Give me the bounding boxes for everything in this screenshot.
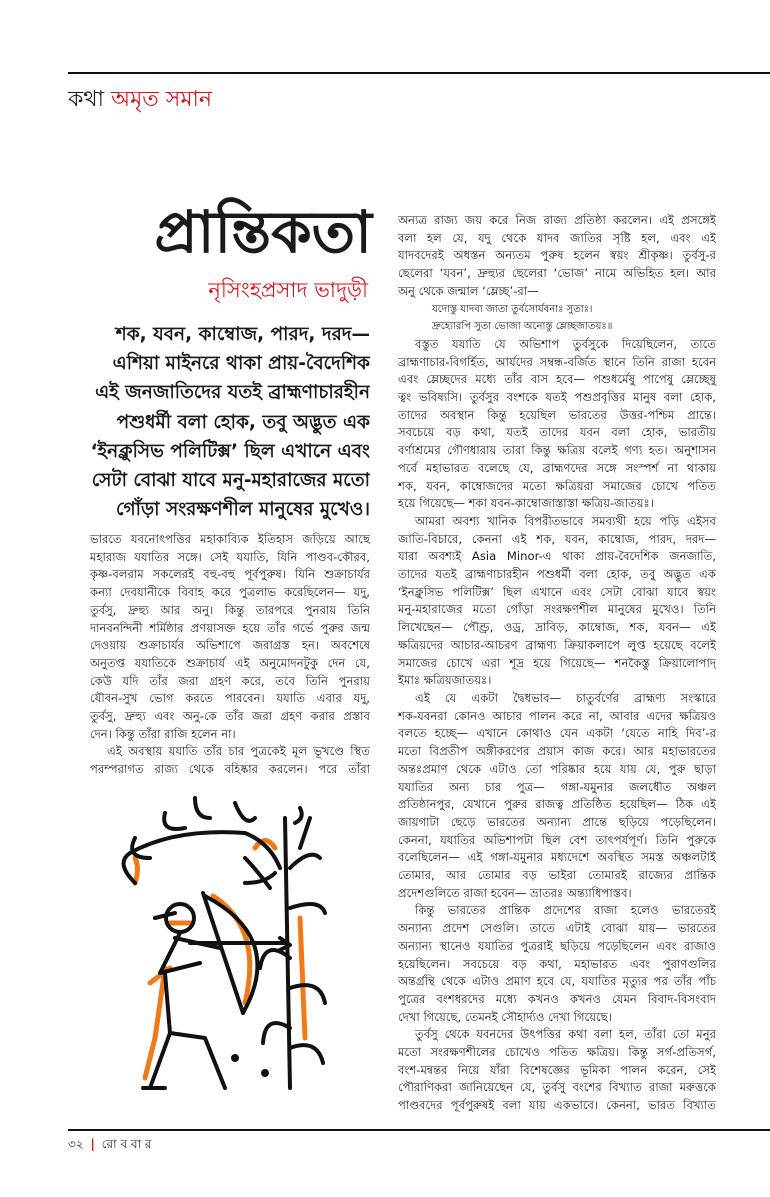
text-line: ত্বং ভবিষ্যসি। তুর্বসুর বংশকে যতই পশুপ্রবৃত্তির মানুষ বলা হোক, <box>398 390 716 405</box>
text-line: লিখেছেন— পৌণ্ড্র, ওড্র, দ্রাবিড়, কাম্বোজ, শক, যবন— এই <box>398 620 716 635</box>
text-line: যাদবদেরই অধস্তন অন্যতম পুরুষ হলেন স্বয়ং শ্রীকৃষ্ণ। তুর্বসু-র <box>398 248 716 263</box>
paragraph <box>398 690 716 902</box>
text-line: দেখা গিয়েছে, তেমনই সৌহার্দ্যও দেখা গিয়েছে। <box>398 1009 612 1024</box>
text-line: দানবনন্দিনী শর্মিষ্ঠার প্রণয়াসক্ত হয়ে তাঁর গর্ভে পুরুর জন্ম <box>90 620 370 635</box>
text-line: জাতি-বিচারে, কেননা এই শক, যবন, কাম্বোজ, পারদ, দরদ— <box>398 531 716 546</box>
deck-line: ‘ইনক্লুসিভ পলিটিক্স’ ছিল এখানে এবং <box>90 440 370 462</box>
footer-separator: | <box>90 1137 95 1151</box>
text-line: জায়গাটা ছেড়ে ভারতের অন্যান্য প্রান্তে ছড়িয়ে পড়েছিলেন। <box>398 814 716 829</box>
text-line: বলা হল যে, যদু থেকে যাদব জাতির সৃষ্টি হল, এবং এই <box>398 230 716 245</box>
text-line: ব্রাহ্মণাচার-বিগর্হিত, আর্যদের সম্বন্ধ-বর্জিত স্থানে তিনি রাজা হবেন <box>398 354 716 369</box>
text-line: তাদের অবস্থান কিন্তু হয়েছিল ভারতের উত্তর-পশ্চিম প্রান্তে। <box>398 407 716 422</box>
text-line: তুর্বসু থেকে যবনদের উৎপত্তির কথা বলা হল, তাঁরা তো মনুর <box>415 1027 716 1042</box>
paragraph <box>398 1026 716 1115</box>
text-line: মতো বিপ্রতীপ অঙ্গীকরণের প্রয়াস কাজ করে। আর মহাভারতের <box>398 744 716 759</box>
bottom-rule <box>68 1129 770 1131</box>
text-line: অন্যত্র রাজ্য জয় করে নিজ রাজ্য প্রতিষ্ঠা করলেন। এই প্রসঙ্গেই <box>398 213 716 227</box>
text-line: সমাজের চোখে এরা শূদ্র হয়ে গিয়েছে— শনকৈস্তু ক্রিয়ালোপাদ্ <box>398 655 716 670</box>
text-line: পরম্পরাগত রাজ্য থেকে বহিষ্কার করলেন। পরে তাঁরা <box>90 762 370 777</box>
magazine-name: রো ব বা র <box>101 1137 152 1151</box>
text-line: তাদের যতই ব্রাহ্মণাচারহীন পশুধর্মী বলা হোক, তবু অদ্ভুত এক <box>398 567 716 582</box>
text-line: অন্তঃপ্রমাণ থেকে এটাও তো পরিষ্কার হয়ে যায় যে, পুরু ছাড়া <box>398 761 716 776</box>
text-line: ছেলেরা ‘যবন’, দ্রুহ্যুর ছেলেরা ‘ভোজ’ নামে অভিহিত হল। আর <box>398 266 716 281</box>
text-line: মহারাজ যযাতির সঙ্গে। সেই যযাতি, যিনি পাণ্ডব-কৌরব, <box>90 549 370 564</box>
paragraph <box>398 212 716 301</box>
text-line: মতো সংরক্ষণশীলের চোখেও পতিত ক্ষত্রিয়। কিন্তু সর্গ-প্রতিসর্গ, <box>398 1045 716 1060</box>
page-footer <box>68 1136 152 1156</box>
text-line: যযাতির অন্য চার পুত্র— গঙ্গা-যমুনার জলধৌত অঞ্চল <box>398 779 716 794</box>
text-line: এই যে একটা দ্বৈধভাব— চাতুর্বর্ণের ব্রাহ্মণ্য সংস্কারে <box>415 690 716 705</box>
text-line: সবচেয়ে বড় কথা, যতই তাদের যবন বলা হোক, ভারতীয় <box>398 425 716 440</box>
text-line: কেউ যদি তাঁর জরা গ্রহণ করে, তবে তিনি পুনরায় <box>90 673 370 688</box>
text-line: পৌরাণিকরা জানিয়েছেন যে, তুর্বসু বংশের বিখ্যাত রাজা মরুত্তকে <box>398 1080 716 1095</box>
text-line: অন্যান্য প্রদেশ সেগুলি। তাতে এটাই বোঝা যায়— ভারতের <box>398 921 716 936</box>
text-line: বস্তুত যযাতি যে অভিশাপ তুর্বসুকে দিয়েছিলেন, তাতে <box>415 336 716 351</box>
page-number: ৩২ <box>68 1137 84 1151</box>
text-line: অনু থেকে জন্মাল ‘ম্লেচ্ছ’-রা— <box>398 283 539 298</box>
text-line: তোমার, আর তোমার বড় ভাইরা তোমারই রাজ্যের প্রান্তিক <box>398 868 716 883</box>
deck-line: শক, যবন, কাম্বোজ, পারদ, দরদ— <box>115 324 370 345</box>
text-line: পাণ্ডবদের পূর্বপুরুষই বলা যায় একভাবে। কেননা, ভারত বিখ্যাত <box>398 1098 716 1113</box>
text-line: আমরা অবশ্য খানিক বিপরীতভাবে সমব্যথী হয়ে পড়ি এইসব <box>415 513 716 528</box>
body-column-right <box>398 212 716 1115</box>
text-line: ক্ষত্রিয়দের আচার-আচরণ ব্রাহ্মণ্য ক্রিয়াকলাপে লুপ্ত হয়েছে বলেই <box>398 637 716 652</box>
deck-line: এশিয়া মাইনরে থাকা প্রায়-বৈদেশিক <box>112 353 370 375</box>
text-line: দেওয়ায় শুক্রাচার্যর অভিশাপে জরাগ্রস্ত হন। অবশেষে <box>90 638 370 653</box>
text-line: ইমাঃ ক্ষত্রিয়জাতয়ঃ। <box>398 673 492 688</box>
text-line: বর্ণাশ্রমের গৌণধারায় তারা কিন্তু ক্ষত্রিয় বলেই গণ্য হত। অনুশাসন <box>398 443 716 458</box>
text-line: অন্তর্গ্রন্থি থেকে এটাও প্রমাণ হবে যে, যযাতির মৃত্যুর পর তাঁর পাঁচ <box>398 974 716 989</box>
text-line: হয়েছিলেন। সবচেয়ে বড় কথা, মহাভারত এবং পুরাণগুলির <box>398 956 716 971</box>
paragraph <box>398 513 716 690</box>
text-line: মনু-মহারাজের মতো গোঁড়া সংরক্ষণশীল মানুষের মুখেও। তিনি <box>398 602 716 617</box>
text-line: কৃষ্ণ-বলরাম সকলেরই বহু-বহু পূর্বপুরুষ। যিনি শুক্রাচার্যর <box>90 567 370 582</box>
paragraph <box>398 902 716 1026</box>
verse-block <box>398 301 716 336</box>
section-heading-word1: কথা <box>68 87 105 112</box>
deck-line: সেটা বোঝা যাবে মনু-মহারাজের মতো <box>91 470 370 492</box>
body-column-left <box>90 531 370 779</box>
text-line: যারা অবশ্যই Asia Minor-এ থাকা প্রায়-বৈদেশিক জনজাতি, <box>398 549 716 564</box>
text-line: বংশ-মন্বন্তর নিয়ে যাঁরা বিশেষজ্ঞের ভূমিকা পালন করেন, সেই <box>398 1062 716 1077</box>
text-line: তুর্বসু, দ্রুহ্যু এবং অনু-কে তাঁর জরা গ্রহণ করার প্রস্তাব <box>90 709 370 724</box>
text-line: দ্রুহ্যোরপি সুতা ভোজা অনোস্তু ম্লেচ্ছজাতয়ঃ॥ <box>432 321 613 333</box>
text-line: শক, যবন, কাম্বোজদের মতো ক্ষত্রিয়রা সমাজের চোখে পতিত <box>398 478 716 493</box>
text-line: পর্বে মহাভারত বলেছে যে, ব্রাহ্মণদের সঙ্গে সংস্পর্শ না থাকায় <box>398 460 716 475</box>
text-line: প্রতিষ্ঠানপুর, যেখানে পুরুর রাজত্ব প্রতিষ্ঠিত হয়েছিল— ঠিক এই <box>398 797 716 812</box>
section-heading-word2: অমৃত সমান <box>111 87 213 112</box>
archer-illustration <box>95 788 350 1093</box>
text-line: যদোস্তু যাদবা জাতা তুর্বসোর্যবনাঃ সুতাঃ। <box>432 303 593 315</box>
text-line: কেননা, যযাতির অভিশাপটা ছিল বেশ তাৎপর্যপূর্ণ। তিনি পুরুকে <box>398 832 716 847</box>
text-line: শক-যবনরা কোনও আচার পালন করে না, আবার এদের ক্ষত্রিয়ও <box>398 708 716 723</box>
text-line: ‘ইনক্লুসিভ পলিটিক্স’ ছিল এখানে এবং সেটা বোঝা যাবে স্বয়ং <box>398 584 716 599</box>
deck-line: এই জনজাতিদের যতই ব্রাহ্মণাচারহীন <box>95 382 370 404</box>
text-line: এই অবস্থায় যযাতি তাঁর চার পুত্রকেই মূল ভূখণ্ডে স্থিত <box>107 744 370 759</box>
text-line: এবং ম্লেচ্ছদের মধ্যে তাঁর বাস হবে— পশুধর্মেষু পাপেষু ম্লেচ্ছেষু <box>398 372 716 387</box>
text-line: দেন। কিন্তু তাঁরা রাজি হলেন না। <box>90 726 236 741</box>
text-line: অনুতপ্ত যযাতিকে শুক্রাচার্য এই অনুমোদনটুকু দেন যে, <box>90 655 370 670</box>
article-author: নৃসিংহপ্রসাদ ভাদুড়ী <box>208 278 368 302</box>
text-line: ভারতে যবনোৎপত্তির মহাকাব্যিক ইতিহাস জড়িয়ে আছে <box>90 532 370 546</box>
section-heading <box>68 82 212 119</box>
deck-line: পশুধর্মী বলা হোক, তবু অদ্ভুত এক <box>116 411 370 433</box>
text-line: যৌবন-সুখ ভোগ করতে পারবেন। যযাতি এবার যদু, <box>90 691 370 706</box>
paragraph <box>90 531 370 743</box>
article-title: প্রান্তিকতা <box>154 198 372 266</box>
text-line: হয়ে গিয়েছে— শকা যবন-কাম্বোজাস্তাস্তা ক্ষত্রিয়-জাতয়ঃ। <box>398 496 654 511</box>
text-line: কন্যা দেবযানীকে বিবাহ করে পুত্রলাভ করেছিলেন— যদু, <box>90 585 370 600</box>
paragraph <box>90 743 370 778</box>
deck-line: গোঁড়া সংরক্ষণশীল মানুষের মুখেও। <box>115 499 370 521</box>
article-deck <box>82 320 370 524</box>
text-line: বলেছিলেন— এই গঙ্গা-যমুনার মধ্যদেশে অবস্থিত সমস্ত অঞ্চলটাই <box>398 850 716 865</box>
text-line: বলতে হচ্ছে— এখানে কোথাও যেন একটা ‘যেতে নাহি দিব’-র <box>398 726 716 741</box>
text-line: তুর্বসু, দ্রুহ্যু আর অনু। কিন্তু তারপরে পুনরায় তিনি <box>90 602 370 617</box>
text-line: পুত্রের বংশধরদের মধ্যে কখনও কখনও যেমন বিবাদ-বিসংবাদ <box>398 991 716 1006</box>
paragraph <box>398 336 716 513</box>
illustration-accent-strokes <box>135 841 305 1079</box>
text-line: কিন্তু ভারতের প্রান্তিক প্রদেশের রাজা হলেও ভারতেরই <box>415 903 716 918</box>
top-rule <box>68 72 770 74</box>
text-line: প্রদেশগুলিতে রাজা হবেন— ভ্রাতরঃ অন্ত্যাধিপাস্তব। <box>398 885 632 900</box>
text-line: অন্যান্য স্থানেও যযাতির পুত্ররাই ছড়িয়ে পড়েছিলেন এবং রাজাও <box>398 938 716 953</box>
